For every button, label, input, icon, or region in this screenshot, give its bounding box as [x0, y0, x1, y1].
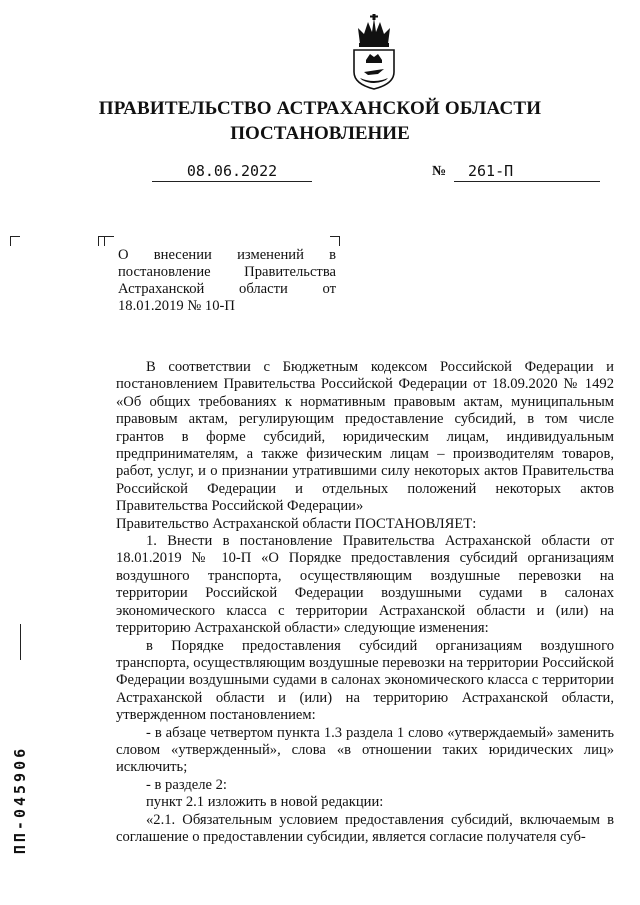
body-paragraph: - в разделе 2:: [146, 776, 227, 793]
margin-line: [20, 624, 21, 660]
corner-mark: [330, 236, 340, 246]
body-paragraph: «2.1. Обязательным условием предоставления субсидий, включаемым в соглашение о предоставлении субсидии, является согласие получателя суб-: [116, 811, 614, 845]
body-paragraph: Правительство Астраханской области ПОСТАНОВЛЯЕТ:: [116, 515, 477, 532]
document-date: 08.06.2022: [152, 162, 312, 182]
document-body: [116, 359, 614, 846]
body-paragraph: - в абзаце четвертом пункта 1.3 раздела 1 слово «утверждаемый» заменить словом «утвержденный», слова «в отношении таких юридических лиц» исключить;: [116, 724, 614, 776]
serial-number-mark: [8, 716, 32, 884]
astrakhan-coat-of-arms-icon: [350, 14, 398, 90]
body-paragraph: в Порядке предоставления субсидий организациям воздушного транспорта, осуществляющим воздушные перевозки на территории Российской Федерации воздушными судами в салонах экономического класса с территории Астраханской области и (или) на территорию Астраханской области, утвержденном постановлением:: [116, 637, 614, 724]
document-subject: О внесении изменений в постановление Правительства Астраханской области от 18.01.2019 № 10-П: [118, 247, 336, 314]
body-paragraph: 1. Внести в постановление Правительства Астраханской области от 18.01.2019 № 10-П «О Порядке предоставления субсидий организациям воздушного транспорта, осуществляющим воздушные перевозки на территории Российской Федерации воздушными судами в салонах экономического класса с территории Астраханской области и (или) на территорию Астраханской области» следующие изменения:: [116, 533, 614, 637]
document-type: ПОСТАНОВЛЕНИЕ: [230, 123, 410, 144]
document-number-label: №: [432, 164, 447, 179]
corner-mark: [104, 236, 114, 246]
corner-mark: [10, 236, 20, 246]
serial-number-text: ПП-045906: [11, 745, 29, 855]
document-number: 261-П: [454, 162, 600, 182]
body-paragraph: пункт 2.1 изложить в новой редакции:: [146, 794, 384, 811]
organization-title: ПРАВИТЕЛЬСТВО АСТРАХАНСКОЙ ОБЛАСТИ: [98, 98, 542, 119]
body-paragraph: В соответствии с Бюджетным кодексом Российской Федерации и постановлением Правительства Российской Федерации от 18.09.2020 № 1492 «Об общих требованиях к нормативным правовым актам, муниципальным правовым актам, регулирующим предоставление субсидий, в том числе грантов в форме субсидий, юридическим лицам, индивидуальным предпринимателям, а также физическим лицам – производителям товаров, работ, услуг, и о признании утратившими силу некоторых актов Правительства Российской Федерации и отдельных положений некоторых актов Правительства Российской Федерации»: [116, 359, 614, 515]
